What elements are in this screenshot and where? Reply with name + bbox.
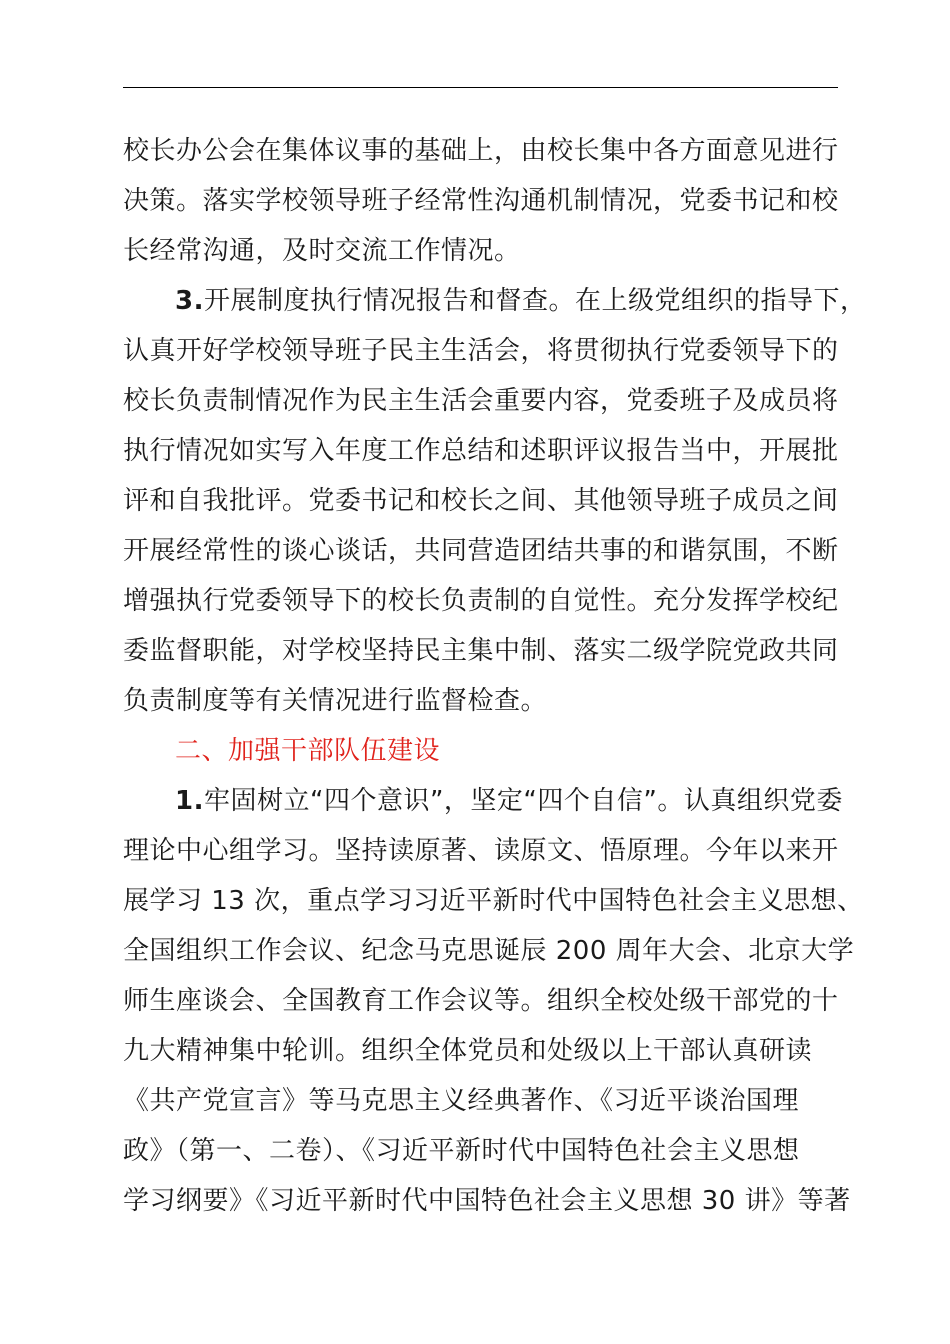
paragraph-line: 评和自我批评。党委书记和校长之间、其他领导班子成员之间 <box>123 486 839 516</box>
item-1-heading-line <box>123 776 843 826</box>
paragraph-line: 九大精神集中轮训。组织全体党员和处级以上干部认真研读 <box>123 1036 813 1066</box>
paragraph-line: 《共产党宣言》等马克思主义经典著作、《习近平谈治国理 <box>123 1086 800 1116</box>
document-body <box>123 126 867 1226</box>
section-heading: 二、加强干部队伍建设 <box>175 736 441 766</box>
paragraph-line: 开展经常性的谈心谈话，共同营造团结共事的和谐氛围，不断 <box>123 536 839 566</box>
paragraph-line: 学习纲要》《习近平新时代中国特色社会主义思想 30 讲》等著 <box>123 1186 851 1216</box>
paragraph-line: 执行情况如实写入年度工作总结和述职评议报告当中，开展批 <box>123 436 839 466</box>
paragraph-line: 增强执行党委领导下的校长负责制的自觉性。充分发挥学校纪 <box>123 586 839 616</box>
paragraph-line: 认真开好学校领导班子民主生活会，将贯彻执行党委领导下的 <box>123 336 839 366</box>
item-number: 1. <box>175 786 204 816</box>
paragraph-line: 决策。落实学校领导班子经常性沟通机制情况，党委书记和校 <box>123 186 839 216</box>
paragraph-line: 长经常沟通，及时交流工作情况。 <box>123 236 521 266</box>
paragraph-line: 展学习 13 次，重点学习习近平新时代中国特色社会主义思想、 <box>123 886 864 916</box>
item-3-heading-line <box>123 276 867 326</box>
paragraph-line: 负责制度等有关情况进行监督检查。 <box>123 686 548 716</box>
header-rule <box>123 87 838 88</box>
paragraph-line: 校长负责制情况作为民主生活会重要内容，党委班子及成员将 <box>123 386 839 416</box>
paragraph-line: 委监督职能，对学校坚持民主集中制、落实二级学院党政共同 <box>123 636 839 666</box>
paragraph-line: 全国组织工作会议、纪念马克思诞辰 200 周年大会、北京大学 <box>123 936 855 966</box>
paragraph-line: 师生座谈会、全国教育工作会议等。组织全校处级干部党的十 <box>123 986 839 1016</box>
paragraph-line: 理论中心组学习。坚持读原著、读原文、悟原理。今年以来开 <box>123 836 839 866</box>
item-number: 3. <box>175 286 204 316</box>
item-text: 牢固树立“四个意识”，坚定“四个自信”。认真组织党委 <box>203 786 843 816</box>
paragraph-line: 校长办公会在集体议事的基础上，由校长集中各方面意见进行 <box>123 136 839 166</box>
item-text: 开展制度执行情况报告和督查。在上级党组织的指导下， <box>203 286 867 316</box>
paragraph-line: 政》（第一、二卷）、《习近平新时代中国特色社会主义思想 <box>123 1136 800 1166</box>
